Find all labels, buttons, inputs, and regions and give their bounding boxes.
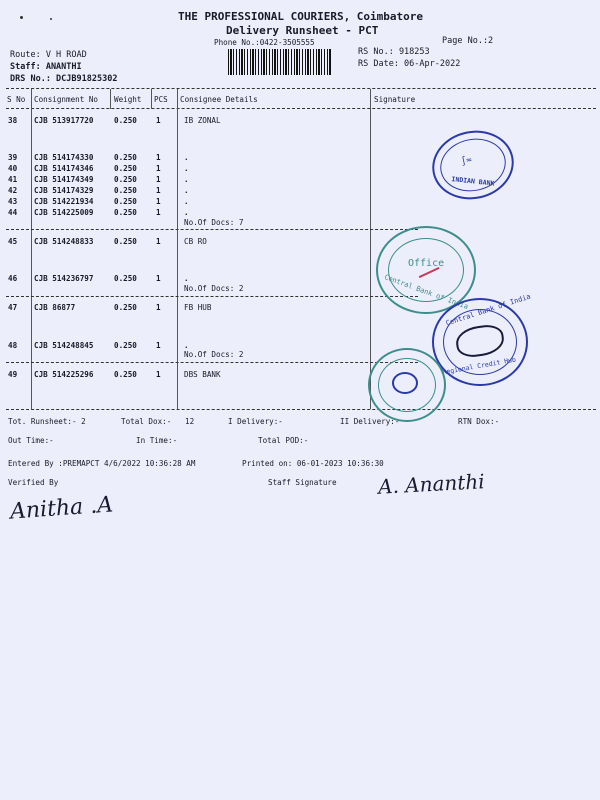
row-pcs: 1 (156, 153, 161, 162)
row-pcs: 1 (156, 237, 161, 246)
company-title: THE PROFESSIONAL COURIERS, Coimbatore (178, 10, 424, 23)
row-pcs: 1 (156, 341, 161, 350)
central-bank-stamp: Central Bank of India Office (376, 226, 476, 314)
col-sep-1 (31, 89, 32, 409)
barcode (228, 49, 332, 75)
page-number: Page No.:2 (442, 36, 494, 46)
docs-count-group-3: No.Of Docs: 2 (184, 350, 244, 359)
row-sno: 49 (8, 370, 18, 379)
row-sno: 46 (8, 274, 18, 283)
row-pcs: 1 (156, 274, 161, 283)
col-sep-5 (370, 89, 371, 409)
rs-number: RS No.: 918253 (358, 47, 430, 57)
col-pcs: PCS (154, 95, 168, 104)
row-consignee: . (184, 274, 189, 283)
row-consignee: DBS BANK (184, 370, 221, 379)
group-rule-1 (6, 229, 418, 230)
col-sep-4 (177, 89, 178, 409)
row-consignee: . (184, 164, 189, 173)
row-consignment: CJB 514225296 (34, 370, 94, 379)
row-consignment: CJB 514225009 (34, 208, 94, 217)
branch-stamp (368, 348, 446, 422)
group-rule-3 (6, 362, 418, 363)
staff-signature-label: Staff Signature (268, 478, 337, 487)
runsheet-title: Delivery Runsheet - PCT (226, 24, 379, 37)
row-weight: 0.250 (114, 341, 137, 350)
verified-by-label: Verified By (8, 478, 59, 487)
row-weight: 0.250 (114, 208, 137, 217)
drs-number: DRS No.: DCJB91825302 (10, 74, 118, 84)
row-weight: 0.250 (114, 197, 137, 206)
route: Route: V H ROAD (10, 50, 87, 60)
row-sno: 48 (8, 341, 18, 350)
row-weight: 0.250 (114, 370, 137, 379)
row-consignment: CJB 513917720 (34, 116, 94, 125)
indian-bank-stamp: INDIAN BANK ∫≈ (426, 123, 520, 207)
phone-number: Phone No.:0422-3505555 (214, 38, 315, 47)
row-pcs: 1 (156, 303, 161, 312)
verifier-handwritten-signature: Anitha .A (9, 492, 114, 525)
row-weight: 0.250 (114, 186, 137, 195)
ii-delivery: II Delivery:- (340, 417, 400, 426)
row-weight: 0.250 (114, 303, 137, 312)
out-time: Out Time:- (8, 436, 54, 445)
stamp-text-2: Regional Credit Hub (441, 355, 517, 377)
row-pcs: 1 (156, 186, 161, 195)
row-consignee: . (184, 186, 189, 195)
col-sno: S No (7, 95, 26, 104)
row-pcs: 1 (156, 164, 161, 173)
row-weight: 0.250 (114, 175, 137, 184)
row-pcs: 1 (156, 175, 161, 184)
total-pod: Total POD:- (258, 436, 309, 445)
row-consignee: IB ZONAL (184, 116, 221, 125)
entered-by: Entered By :PREMAPCT 4/6/2022 10:36:28 AM (8, 459, 196, 468)
stamp-text: Central Bank of India (383, 273, 470, 311)
col-weight: Weight (114, 95, 142, 104)
row-weight: 0.250 (114, 116, 137, 125)
scan-dot-2 (50, 18, 52, 20)
row-consignee: . (184, 175, 189, 184)
row-weight: 0.250 (114, 153, 137, 162)
i-delivery: I Delivery:- (228, 417, 283, 426)
col-sep-2 (110, 89, 111, 109)
row-pcs: 1 (156, 116, 161, 125)
row-consignment: CJB 514221934 (34, 197, 94, 206)
staff-name: Staff: ANANTHI (10, 62, 82, 72)
row-weight: 0.250 (114, 274, 137, 283)
row-weight: 0.250 (114, 164, 137, 173)
printed-on: Printed on: 06-01-2023 10:36:30 (242, 459, 384, 468)
row-consignee: . (184, 208, 189, 217)
rs-date: RS Date: 06-Apr-2022 (358, 59, 461, 69)
row-consignment: CJB 514174329 (34, 186, 94, 195)
col-sep-3 (151, 89, 152, 109)
row-sno: 41 (8, 175, 18, 184)
central-bank-stamp-2 (432, 292, 532, 386)
row-sno: 39 (8, 153, 18, 162)
row-consignee: . (184, 153, 189, 162)
row-consignee: . (184, 197, 189, 206)
row-consignment: CJB 86877 (34, 303, 76, 312)
header-bottom-rule (6, 108, 596, 109)
group-rule-2 (6, 296, 418, 297)
row-sno: 42 (8, 186, 18, 195)
row-consignment: CJB 514248833 (34, 237, 94, 246)
row-pcs: 1 (156, 208, 161, 217)
row-consignment: CJB 514174349 (34, 175, 94, 184)
row-sno: 43 (8, 197, 18, 206)
total-dox: Total Dox:- 12 (121, 417, 195, 426)
row-consignee: FB HUB (184, 303, 212, 312)
staff-handwritten-signature: A. Ananthi (377, 469, 486, 499)
row-consignment: CJB 514236797 (34, 274, 94, 283)
stamp-text: Central Bank of India (444, 292, 532, 328)
rtn-dox: RTN Dox:- (458, 417, 500, 426)
stamp-text: INDIAN BANK (451, 175, 495, 188)
row-consignee: . (184, 341, 189, 350)
docs-count-group-1: No.Of Docs: 7 (184, 218, 244, 227)
row-consignment: CJB 514248845 (34, 341, 94, 350)
row-sno: 40 (8, 164, 18, 173)
row-sno: 47 (8, 303, 18, 312)
col-signature: Signature (374, 95, 416, 104)
col-consignee: Consignee Details (180, 95, 258, 104)
row-sno: 44 (8, 208, 18, 217)
header-top-rule (6, 88, 596, 89)
row-weight: 0.250 (114, 237, 137, 246)
col-consignment: Consignment No (34, 95, 99, 104)
in-time: In Time:- (136, 436, 178, 445)
scan-dot-1 (20, 16, 23, 19)
row-pcs: 1 (156, 197, 161, 206)
docs-count-group-2: No.Of Docs: 2 (184, 284, 244, 293)
row-consignment: CJB 514174346 (34, 164, 94, 173)
row-sno: 38 (8, 116, 18, 125)
row-pcs: 1 (156, 370, 161, 379)
table-bottom-rule (6, 409, 596, 410)
row-sno: 45 (8, 237, 18, 246)
row-consignee: CB RO (184, 237, 207, 246)
tot-runsheet: Tot. Runsheet:- 2 (8, 417, 86, 426)
row-consignment: CJB 514174330 (34, 153, 94, 162)
